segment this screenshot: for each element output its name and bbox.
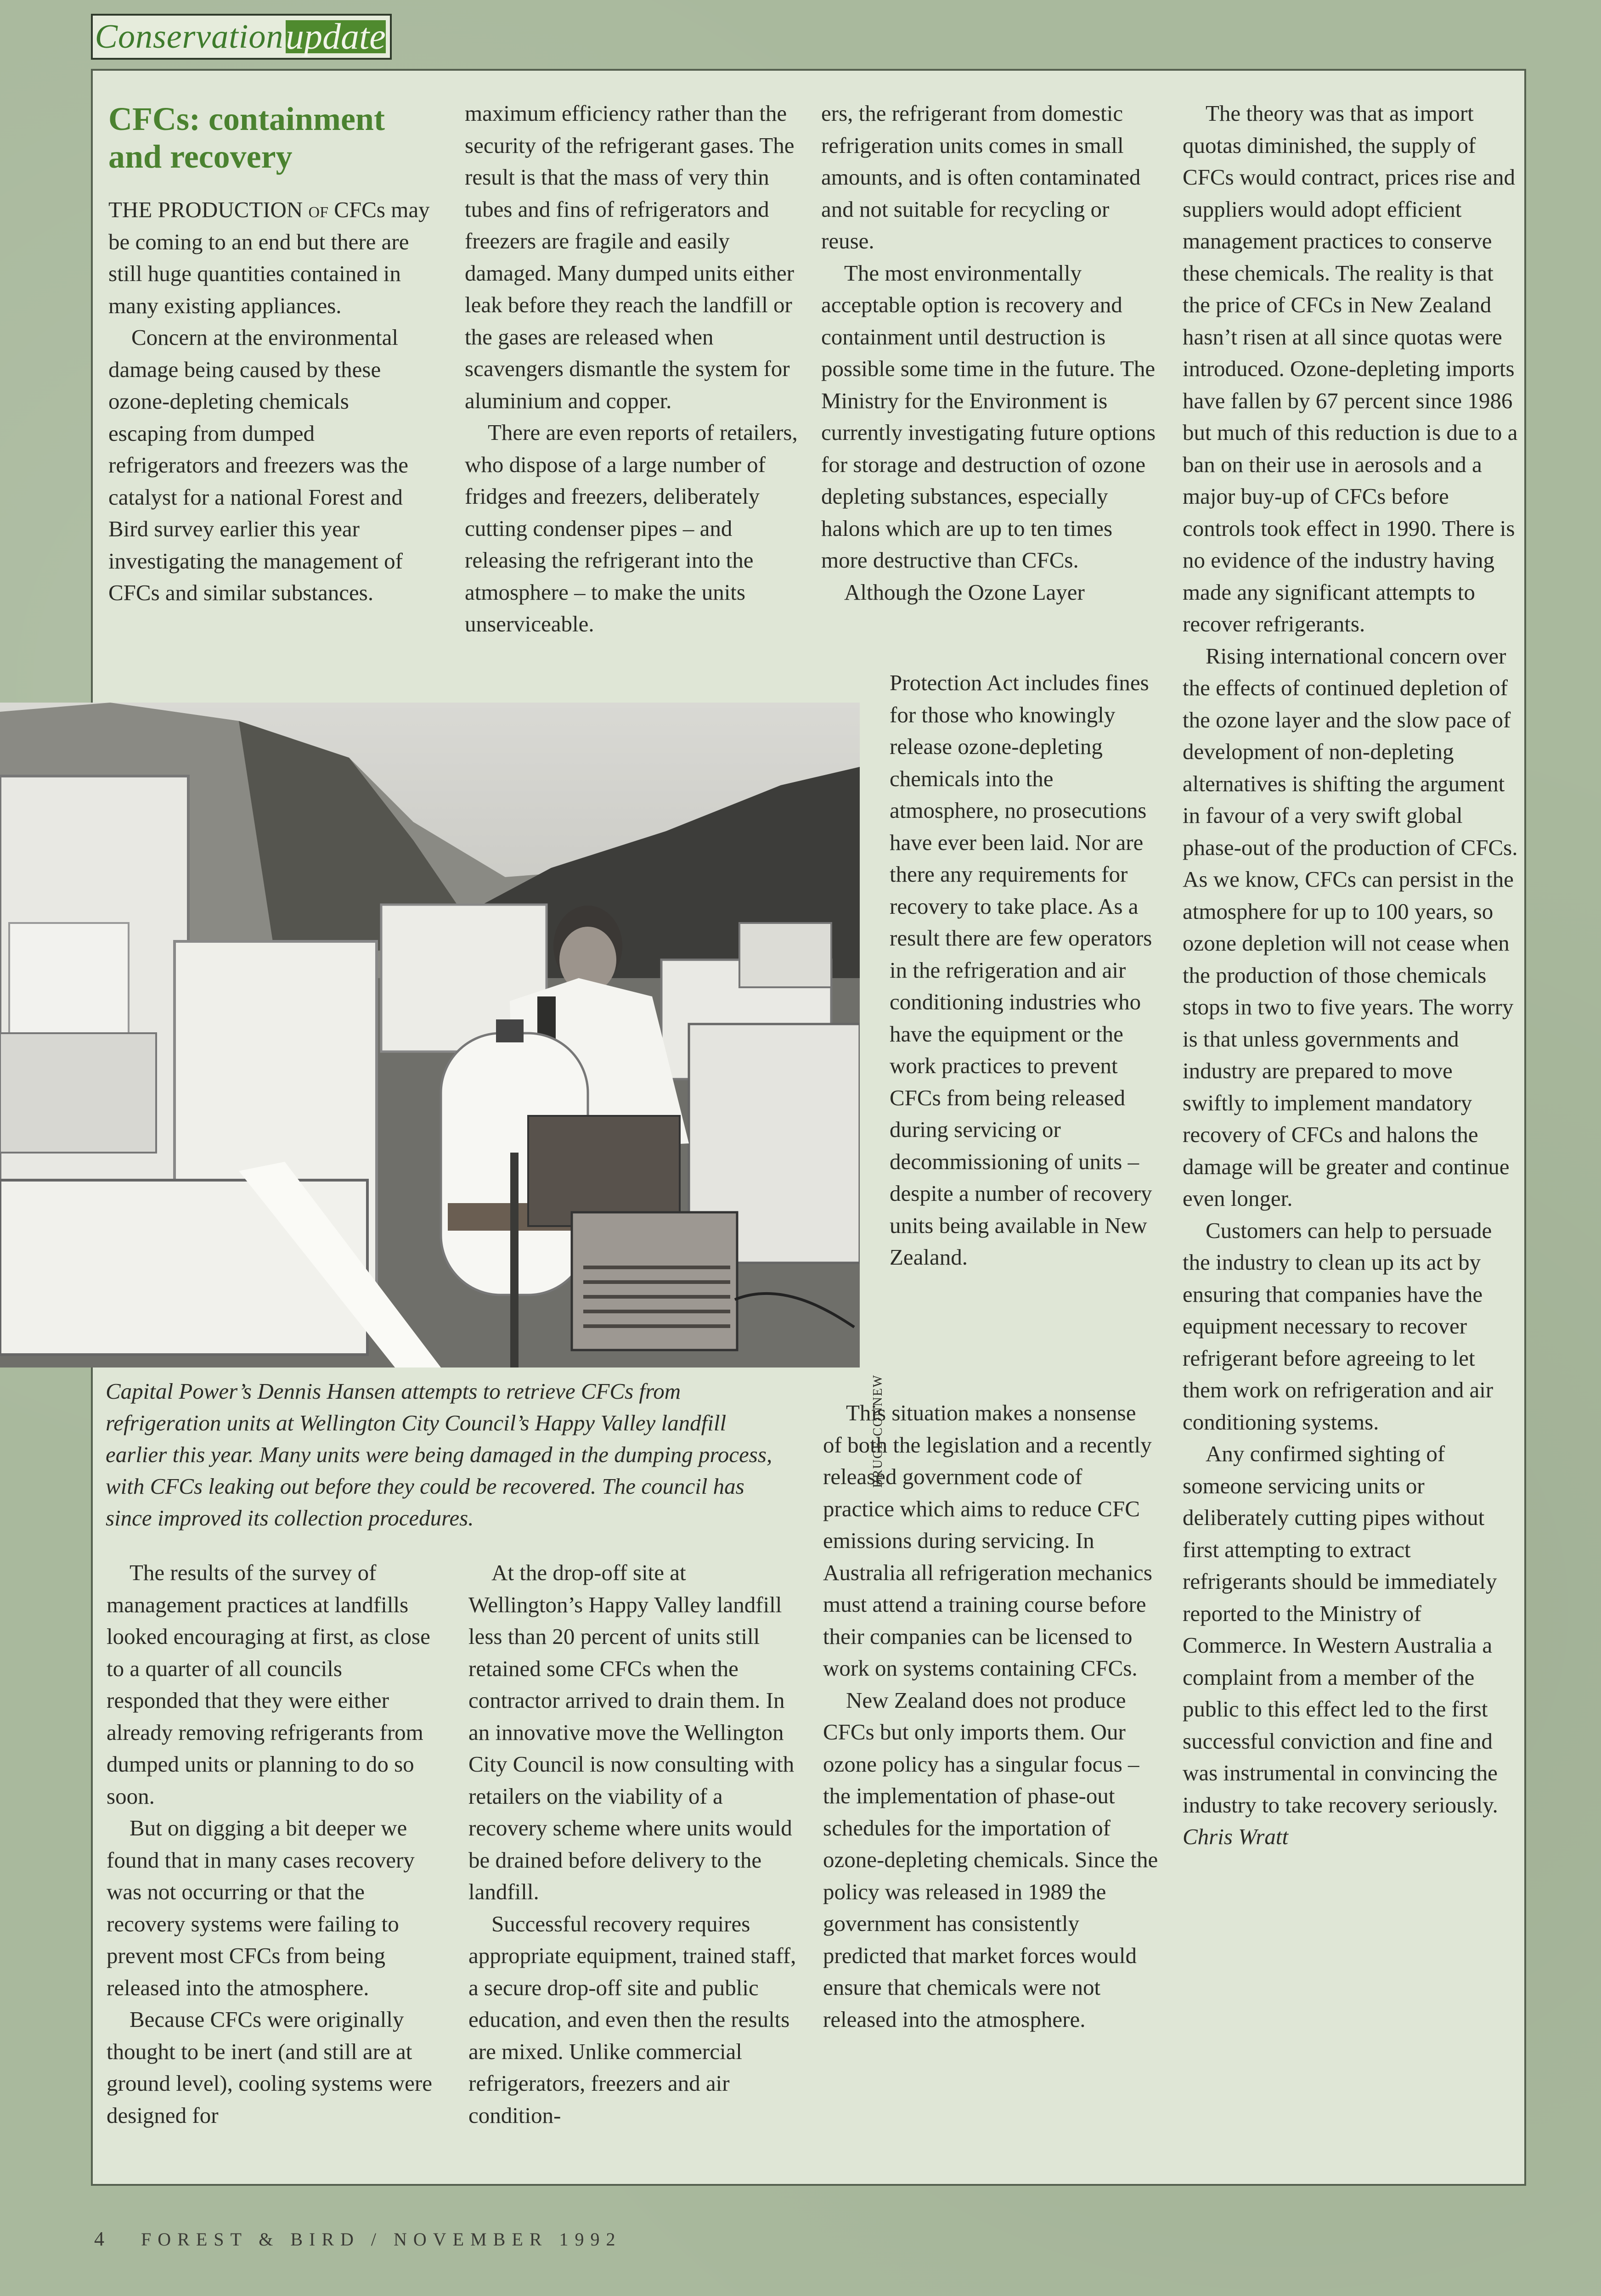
paragraph: Rising international concern over the effects of continued depletion of the ozone layer and the slow pace of development of non-depleting alternatives is shifting the argument in favour of a very swift global phase-out of the production of CFCs. As we know, CFCs can persist in the atmosphere for up to 100 years, so ozone depletion will not cease when the production of those chemicals stops in two to five years. The worry is that unless governments and industry are prepared to move swiftly to implement mandatory recovery of CFCs and halons the damage will be greater and continue even longer. xyxy=(1183,643,1518,1211)
paragraph: Although the Ozone Layer xyxy=(844,579,1085,605)
column-3-top xyxy=(821,97,1156,608)
paragraph-text: CFCs may be coming to an end but there are still huge quantities contained in many existing appliances. xyxy=(108,197,430,318)
section-tag-right: update xyxy=(286,16,386,57)
column-1-bottom xyxy=(107,1557,433,2131)
byline: Chris Wratt xyxy=(1183,1824,1289,1849)
photo-credit-text: BRUCE CONNEW xyxy=(871,1374,885,1488)
column-4 xyxy=(1183,97,1518,1853)
column-3-bottom xyxy=(823,1397,1158,2035)
paragraph: Any confirmed sighting of someone servicing units or deliberately cutting pipes without first attempting to extract refrigerants should be immediately reported to the Ministry of Commerce. In Western Australia a complaint from a member of the public to this effect led to the first successful conviction and fine and was instrumental in convincing the industry to take recovery seriously. xyxy=(1183,1441,1498,1818)
paragraph: New Zealand does not produce CFCs but only imports them. Our ozone policy has a singular focus – the implementation of phase-out schedules for the importation of ozone-depleting chemicals. Since the policy was released in 1989 the government has consistently predicted that market forces would ensure that chemicals were not released into the atmosphere. xyxy=(823,1687,1158,2032)
paragraph: This situation makes a nonsense of both the legislation and a recently released government code of practice which aims to reduce CFC emissions during servicing. In Australia all refrigeration mechanics must attend a training course before their companies can be licensed to work on systems containing CFCs. xyxy=(823,1400,1152,1681)
page-footer xyxy=(94,2227,875,2251)
lead-in: THE PRODUCTION of xyxy=(108,197,329,222)
column-1-top xyxy=(108,194,430,609)
column-2-top xyxy=(465,97,800,640)
article-title xyxy=(108,100,430,175)
paragraph: Concern at the environmental damage being caused by these ozone-depleting chemicals escaping from dumped refrigerators and freezers was the catalyst for a national Forest and Bird survey earlier this year investigating the management of CFCs and similar substances. xyxy=(108,325,408,605)
photo-credit xyxy=(869,1371,887,1490)
paragraph: ers, the refrigerant from domestic refrigeration units comes in small amounts, and is often contaminated and not suitable for recycling or reuse. xyxy=(821,101,1141,253)
publication-line: FOREST & BIRD / NOVEMBER 1992 xyxy=(141,2229,622,2250)
paragraph: At the drop-off site at Wellington’s Happy Valley landfill less than 20 percent of units still retained some CFCs when the contractor arrived to drain them. In an innovative move the Wellington City Council is now consulting with retailers on the viability of a recovery scheme where units would be drained before delivery to the landfill. xyxy=(468,1560,795,1904)
paragraph: Protection Act includes fines for those who knowingly release ozone-depleting chemicals into the atmosphere, no prosecutions have ever been laid. Nor are there any requirements for recovery to take place. As a result there are few operators in the refrigeration and air conditioning industries who have the equipment or the work practices to prevent CFCs from being released during servicing or decommissioning of units – despite a number of recovery units being available in New Zealand. xyxy=(890,670,1152,1270)
paragraph xyxy=(108,194,430,321)
paragraph: maximum efficiency rather than the security of the refrigerant gases. The result is that the mass of very thin tubes and fins of refrigerators and freezers are fragile and easily damaged. Many dumped units either leak before they reach the landfill or the gases are released when scavengers dismantle the system for aluminium and copper. xyxy=(465,101,795,413)
paragraph: But on digging a bit deeper we found that in many cases recovery was not occurring or that the recovery systems were failing to prevent most CFCs from being released into the atmosphere. xyxy=(107,1815,415,2000)
paragraph: There are even reports of retailers, who dispose of a large number of fridges and freezers, deliberately cutting condenser pipes – and releasing the refrigerant into the atmosphere – to make the units unserviceable. xyxy=(465,420,798,636)
page-number: 4 xyxy=(94,2228,104,2250)
paragraph: Customers can help to persuade the industry to clean up its act by ensuring that companies have the equipment necessary to recover refrigerant before agreeing to let them work on refrigeration and air conditioning systems. xyxy=(1183,1217,1494,1435)
column-2-bottom xyxy=(468,1557,804,2131)
article-title-line1: CFCs: containment xyxy=(108,101,385,137)
paragraph: The theory was that as import quotas diminished, the supply of CFCs would contract, prices rise and suppliers would adopt efficient management practices to conserve these chemicals. The reality is that the price of CFCs in New Zealand hasn’t risen at all since quotas were introduced. Ozone-depleting imports have fallen by 67 percent since 1986 but much of this reduction is due to a ban on their use in aerosols and a major buy-up of CFCs before controls took effect in 1990. There is no evidence of the industry having made any significant attempts to recover refrigerants. xyxy=(1183,101,1518,636)
section-tag xyxy=(91,14,392,60)
paragraph: The results of the survey of management practices at landfills looked encouraging at first, as close to a quarter of all councils responded that they were either already removing refrigerants from dumped units or planning to do so soon. xyxy=(107,1560,430,1809)
article-photo xyxy=(0,703,860,1367)
landfill-photo-illustration xyxy=(0,703,860,1367)
article-title-line2: and recovery xyxy=(108,138,293,175)
paragraph: Because CFCs were originally thought to be inert (and still are at ground level), cooling systems were designed for xyxy=(107,2007,432,2128)
paragraph: The most environmentally acceptable option is recovery and containment until destruction is possible some time in the future. The Ministry for the Environment is currently investigating future options for storage and destruction of ozone depleting substances, especially halons which are up to ten times more destructive than CFCs. xyxy=(821,260,1156,573)
paragraph: Successful recovery requires appropriate equipment, trained staff, a secure drop-off site and public education, and even then the results are mixed. Unlike commercial refrigerators, freezers and air condition- xyxy=(468,1911,796,2128)
column-3-wrap xyxy=(890,667,1156,1273)
section-tag-left: Conservation xyxy=(95,17,284,56)
photo-caption: Capital Power’s Dennis Hansen attempts to retrieve CFCs from refrigeration units at Wellington City Council’s Happy Valley landfill earlier this year. Many units were being damaged in the dumping process, with CFCs leaking out before they could be recovered. The council has since improved its collection procedures. xyxy=(106,1379,772,1531)
